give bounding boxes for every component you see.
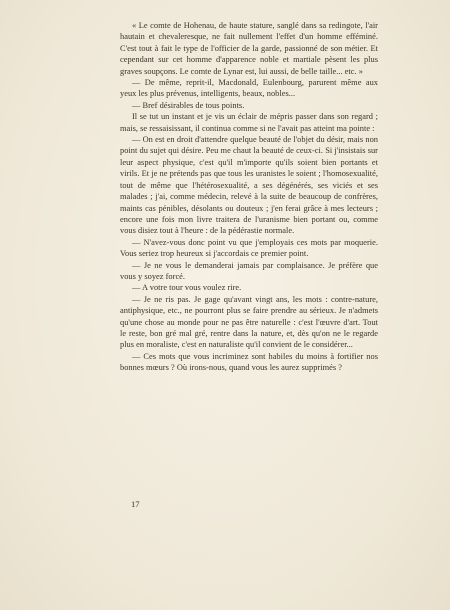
paragraph-7: — Je ne vous le demanderai jamais par complaisance. Je préfère que vous y soyez forcé. <box>120 260 378 281</box>
paragraph-6: — N'avez-vous donc point vu que j'employais ces mots par moquerie. Vous seriez trop heureux si j'accordais ce premier point. <box>120 237 378 259</box>
page-number: 17 <box>131 499 140 509</box>
book-page-text <box>120 20 378 374</box>
paragraph-10: — Ces mots que vous incriminez sont habiles du moins à fortifier nos bonnes mœurs ? Où irons-nous, quand vous les aurez supprimés ? <box>120 351 378 373</box>
paragraph-9: — Je ne ris pas. Je gage qu'avant vingt ans, les mots : contre-nature, antiphysique, etc., ne pourront plus se faire prendre au sérieux. Je n'admets qu'une chose au monde pour ne pas être naturelle : c'est l'œuvre d'art. Tout le reste, bon gré mal gré, rentre dans la nature, et, dès qu'on ne le regarde plus en moraliste, c'est en naturaliste qu'il convient de le considérer... <box>120 294 378 350</box>
paragraph-2: — De même, reprit-il, Macdonald, Eulenbourg, parurent même aux yeux les plus prévenus, intelligents, beaux, nobles... <box>120 78 378 99</box>
paragraph-8: — A votre tour vous voulez rire. <box>132 283 242 293</box>
paragraph-4: Il se tut un instant et je vis un éclair de mépris passer dans son regard ; mais, se ressaisissant, il continua comme si ne l'avait pas atteint ma pointe : <box>120 112 378 133</box>
paragraph-5: — On est en droit d'attendre quelque beauté de l'objet du désir, mais non point du sujet qui désire. Peu me chaut la beauté de ceux-ci. Si j'insistais sur leur aspect physique, c'est qu'il m'importe qu'ils soient bien portants et virils. Et je ne prétends pas que tous les uranistes le soient ; l'homosexualité, tout de même que l'hétérosexualité, a ses dégénérés, ses viciés et ses malades ; j'ai, comme médecin, relevé à la suite de beaucoup de confrères, maints cas pénibles, désolants ou douteux ; j'en ferai grâce à mes lecteurs ; encore une fois mon livre traitera de l'uranisme bien portant ou, comme vous disiez tout à l'heure : de la pédérastie normale. <box>120 135 378 236</box>
paragraph-3: — Bref désirables de tous points. <box>132 100 245 110</box>
paragraph-1: « Le comte de Hohenau, de haute stature, sanglé dans sa redingote, l'air hautain et chevaleresque, ne fait nullement l'effet d'un homme efféminé. C'est tout à fait le type de l'officier de la garde, passionné de son métier. Et cependant sur cet homme d'apparence noble et martiale pèsent les plus graves soupçons. Le comte de Lynar est, lui aussi, de belle taille... etc. » <box>120 21 378 76</box>
